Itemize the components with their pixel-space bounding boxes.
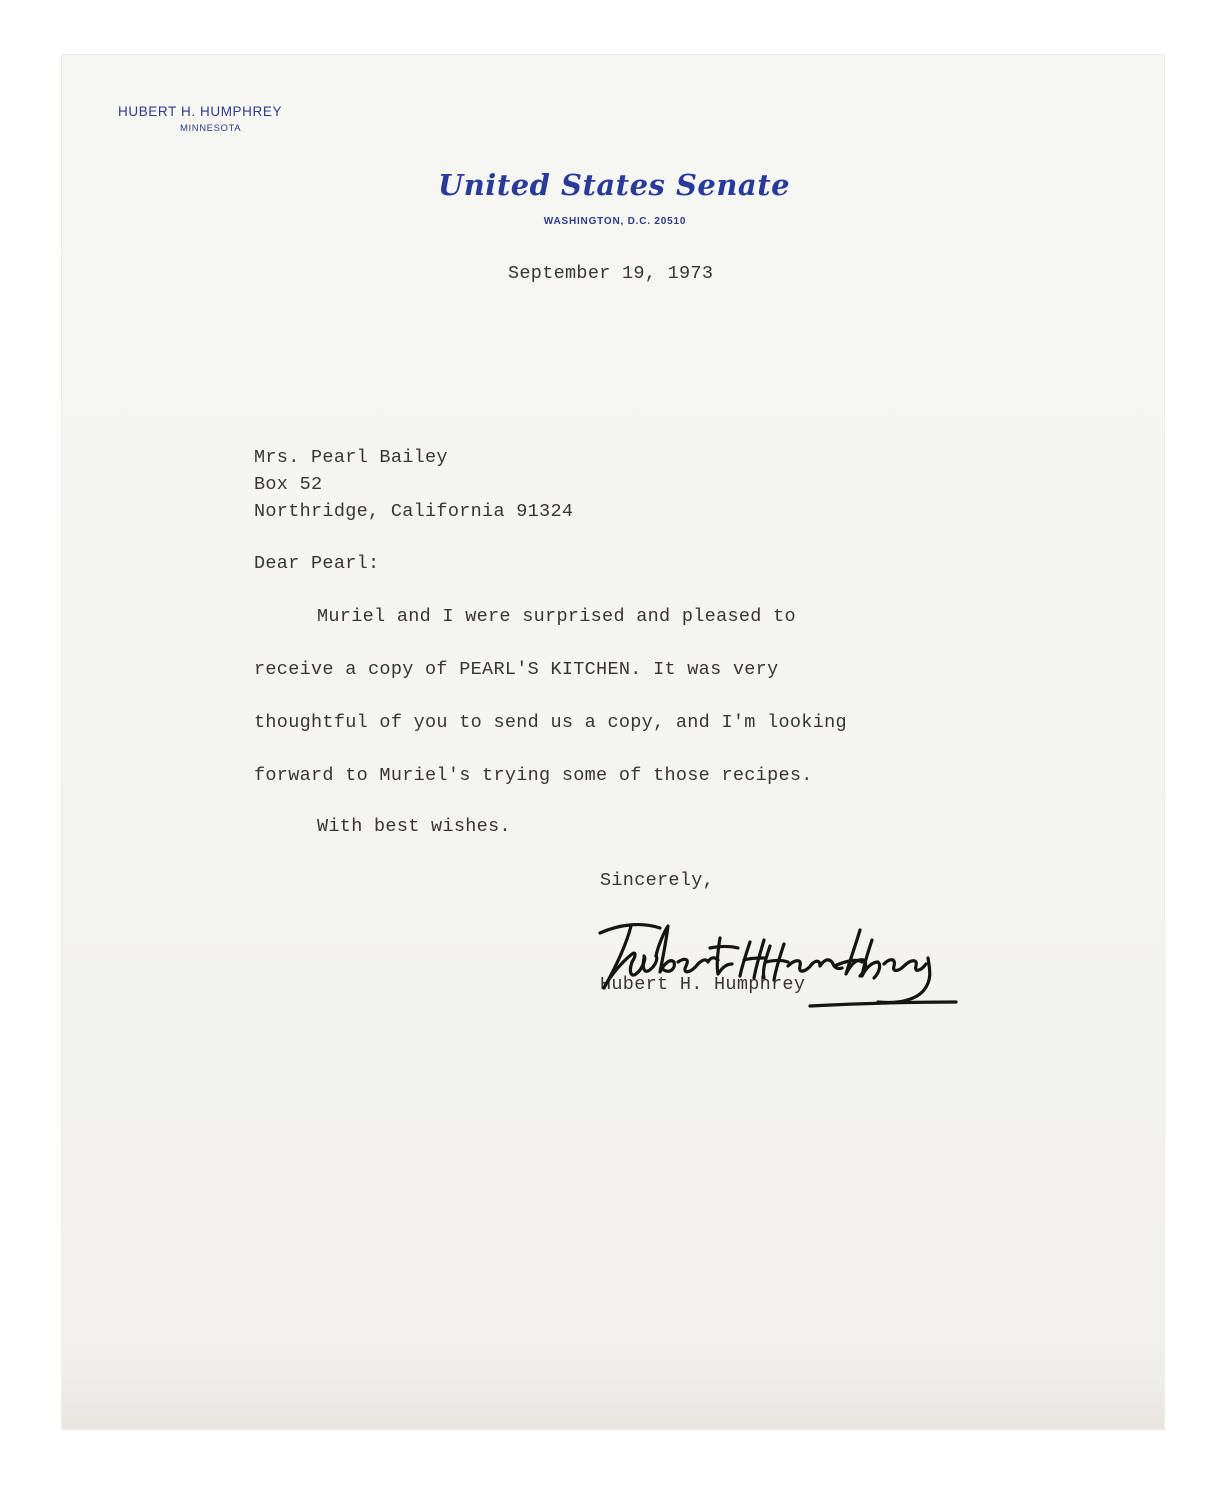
- complimentary-close: Sincerely,: [600, 870, 715, 891]
- body-line: forward to Muriel's trying some of those recipes.: [254, 765, 813, 786]
- body-line: Muriel and I were surprised and pleased to: [317, 606, 796, 627]
- senator-name: HUBERT H. HUMPHREY: [118, 104, 283, 119]
- senate-address: WASHINGTON, D.C. 20510: [543, 216, 687, 227]
- letter-date: September 19, 1973: [508, 263, 714, 284]
- body-line: receive a copy of PEARL'S KITCHEN. It was very: [254, 659, 779, 680]
- letter-sheet: [62, 55, 1164, 1429]
- senate-letterhead-title: United States Senate: [437, 168, 791, 202]
- recipient-city: Northridge, California 91324: [254, 501, 574, 522]
- body-line: thoughtful of you to send us a copy, and I'm looking: [254, 712, 847, 733]
- typed-signature-name: Hubert H. Humphrey: [600, 974, 806, 995]
- recipient-name: Mrs. Pearl Bailey: [254, 447, 448, 468]
- closing-wish: With best wishes.: [317, 816, 511, 837]
- handwritten-signature: [598, 918, 963, 1023]
- recipient-street: Box 52: [254, 474, 323, 495]
- salutation: Dear Pearl:: [254, 553, 380, 574]
- senator-state: MINNESOTA: [180, 123, 242, 134]
